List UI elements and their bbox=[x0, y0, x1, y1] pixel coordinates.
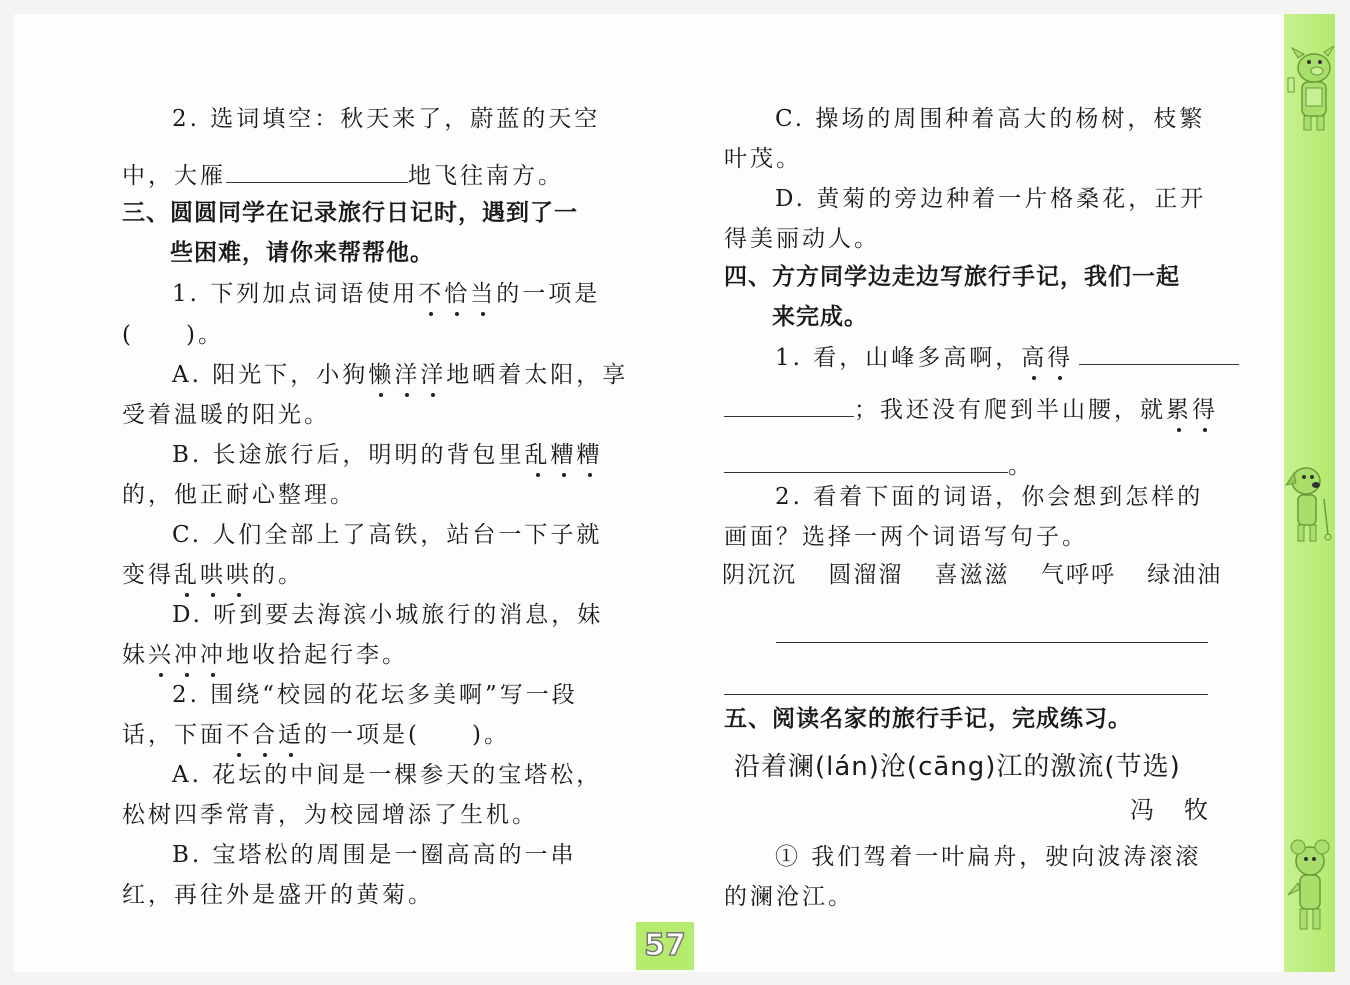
option-d-cont bbox=[122, 642, 408, 670]
emphasis-dot-char: 不 bbox=[226, 722, 252, 748]
article-author: 冯 牧 bbox=[1130, 796, 1211, 824]
emphasis-dot-char: 得 bbox=[1047, 345, 1074, 371]
option-d-text: 妹 bbox=[122, 642, 148, 668]
q2-answer-blank[interactable] bbox=[226, 160, 408, 183]
s4-q2-answer-line-1[interactable] bbox=[776, 642, 1208, 643]
word-list bbox=[722, 562, 1222, 590]
emphasized-word bbox=[525, 442, 603, 468]
s3-q2-option-d-cont: 得美丽动人。 bbox=[724, 226, 880, 252]
s3-q1-text: 1. 下列加点词语使用 bbox=[172, 281, 419, 307]
emphasis-dot-char: 兴 bbox=[148, 642, 174, 668]
emphasis-dot-char: 恰 bbox=[444, 281, 471, 307]
option-a-text-end: 地晒着太阳，享 bbox=[446, 362, 629, 388]
s3-q2-option-a-cont: 松树四季常青，为校园增添了生机。 bbox=[122, 802, 538, 828]
option-b-text: B. 长途旅行后，明明的背包里 bbox=[172, 442, 525, 468]
article-paragraph-1: ① 我们驾着一叶扁舟，驶向波涛滚滚 bbox=[775, 844, 1202, 870]
s3-q2-prompt: 2. 围绕“校园的花坛多美啊”写一段 bbox=[172, 682, 578, 708]
emphasis-dot-char: 乱 bbox=[174, 562, 200, 588]
emphasis-dot-char: 哄 bbox=[200, 562, 226, 588]
emphasis-dot-char: 糟 bbox=[576, 442, 603, 468]
s3-q1-text-end: 的一项是 bbox=[496, 281, 601, 307]
q2-fill-text-end: 地飞往南方。 bbox=[408, 163, 564, 189]
s4-q1-line-2 bbox=[724, 394, 1218, 425]
emphasis-dot-char: 得 bbox=[1192, 397, 1218, 423]
option-a-text: A. 阳光下，小狗 bbox=[172, 362, 369, 388]
s3-q1-prompt bbox=[172, 281, 600, 309]
s3-q2-option-c: C. 操场的周围种着高大的杨树，枝繁 bbox=[775, 106, 1206, 132]
q2-fill-line bbox=[122, 160, 564, 191]
emphasis-dot-char: 糟 bbox=[550, 442, 577, 468]
q2-fill-text-start: 中，大雁 bbox=[122, 163, 226, 189]
s4-q1-text-2: ；我还没有爬到半山腰，就 bbox=[854, 397, 1166, 423]
dog-mascot-icon bbox=[1284, 455, 1335, 555]
s4-q2-prompt: 2. 看着下面的词语，你会想到怎样的 bbox=[775, 484, 1204, 510]
word-item: 喜滋滋 bbox=[934, 562, 1010, 588]
option-c-text: 变得 bbox=[122, 562, 174, 588]
article-title: 沿着澜(lán)沧(cāng)江的激流(节选) bbox=[734, 752, 1181, 782]
q2-fill-prompt: 2. 选词填空：秋天来了，蔚蓝的天空 bbox=[172, 106, 601, 132]
mouse-mascot-icon bbox=[1284, 835, 1335, 945]
option-b-cont: 的，他正耐心整理。 bbox=[122, 482, 356, 508]
emphasis-dot-char: 冲 bbox=[200, 642, 226, 668]
emphasis-dot-char: 不 bbox=[418, 281, 445, 307]
s3-q2-text: 话，下面 bbox=[122, 722, 226, 748]
s3-q2-option-b-cont: 红，再往外是盛开的黄菊。 bbox=[122, 882, 434, 908]
section-5-heading: 五、阅读名家的旅行手记，完成练习。 bbox=[724, 706, 1132, 732]
emphasis-dot-char: 适 bbox=[278, 722, 304, 748]
emphasized-word bbox=[226, 722, 304, 748]
word-item: 圆溜溜 bbox=[828, 562, 904, 588]
s4-q1-blank-2[interactable] bbox=[724, 450, 1008, 473]
emphasized-word bbox=[368, 362, 446, 388]
word-item: 绿油油 bbox=[1147, 562, 1223, 588]
emphasis-dot-char: 洋 bbox=[420, 362, 447, 388]
emphasized-word bbox=[174, 562, 252, 588]
emphasis-dot-char: 冲 bbox=[174, 642, 200, 668]
s4-q2-prompt-cont: 画面？选择一两个词语写句子。 bbox=[724, 524, 1088, 550]
emphasis-dot-char: 洋 bbox=[394, 362, 421, 388]
s3-q1-option-b bbox=[172, 442, 603, 470]
option-c-cont bbox=[122, 562, 304, 590]
s3-q1-answer-paren[interactable]: ( )。 bbox=[122, 322, 224, 348]
section-3-heading-cont: 些困难，请你来帮帮他。 bbox=[170, 240, 434, 266]
emphasis-dot-char: 懒 bbox=[368, 362, 395, 388]
emphasis-dot-char: 当 bbox=[470, 281, 497, 307]
article-paragraph-1-cont: 的澜沧江。 bbox=[724, 884, 854, 910]
option-d-text-end: 地收拾起行李。 bbox=[226, 642, 408, 668]
s3-q1-option-a bbox=[172, 362, 628, 390]
period: 。 bbox=[1008, 453, 1034, 479]
emphasized-word bbox=[418, 281, 496, 307]
s4-q1-line-3 bbox=[724, 450, 1034, 481]
s3-q2-answer-paren[interactable]: 的一项是( )。 bbox=[304, 722, 510, 748]
s3-q2-option-b: B. 宝塔松的周围是一圈高高的一串 bbox=[172, 842, 577, 868]
option-c-text-end: 的。 bbox=[252, 562, 304, 588]
emphasis-dot-char: 合 bbox=[252, 722, 278, 748]
word-item: 气呼呼 bbox=[1040, 562, 1116, 588]
s4-q1-prompt bbox=[775, 342, 1239, 373]
s4-q1-blank-1[interactable] bbox=[1079, 342, 1239, 365]
s4-q1-text: 1. 看，山峰多高啊， bbox=[775, 345, 1022, 371]
emphasis-dot-char: 哄 bbox=[226, 562, 252, 588]
s3-q2-option-c-cont: 叶茂。 bbox=[724, 146, 802, 172]
emphasis-dot-char: 高 bbox=[1021, 345, 1048, 371]
s3-q2-prompt-cont bbox=[122, 722, 510, 750]
option-a-cont: 受着温暖的阳光。 bbox=[122, 402, 330, 428]
page-number: 57 bbox=[636, 922, 694, 970]
pig-mascot-icon bbox=[1284, 38, 1335, 138]
emphasis-dot-char: 乱 bbox=[524, 442, 551, 468]
emphasized-word bbox=[1166, 397, 1218, 423]
emphasized-word bbox=[148, 642, 226, 668]
s3-q1-option-c: C. 人们全部上了高铁，站台一下子就 bbox=[172, 522, 603, 548]
word-item: 阴沉沉 bbox=[722, 562, 797, 588]
section-3-heading: 三、圆圆同学在记录旅行日记时，遇到了一 bbox=[122, 200, 578, 226]
s4-q1-blank-1-cont[interactable] bbox=[724, 394, 854, 417]
section-4-heading-cont: 来完成。 bbox=[772, 304, 868, 330]
emphasis-dot-char: 累 bbox=[1166, 397, 1192, 423]
s4-q2-answer-line-2[interactable] bbox=[724, 694, 1208, 695]
section-4-heading: 四、方方同学边走边写旅行手记，我们一起 bbox=[724, 264, 1180, 290]
s3-q1-option-d: D. 听到要去海滨小城旅行的消息，妹 bbox=[172, 602, 604, 628]
s3-q2-option-d: D. 黄菊的旁边种着一片格桑花，正开 bbox=[775, 186, 1207, 212]
emphasized-word bbox=[1021, 345, 1073, 371]
s3-q2-option-a: A. 花坛的中间是一棵参天的宝塔松， bbox=[172, 762, 603, 788]
